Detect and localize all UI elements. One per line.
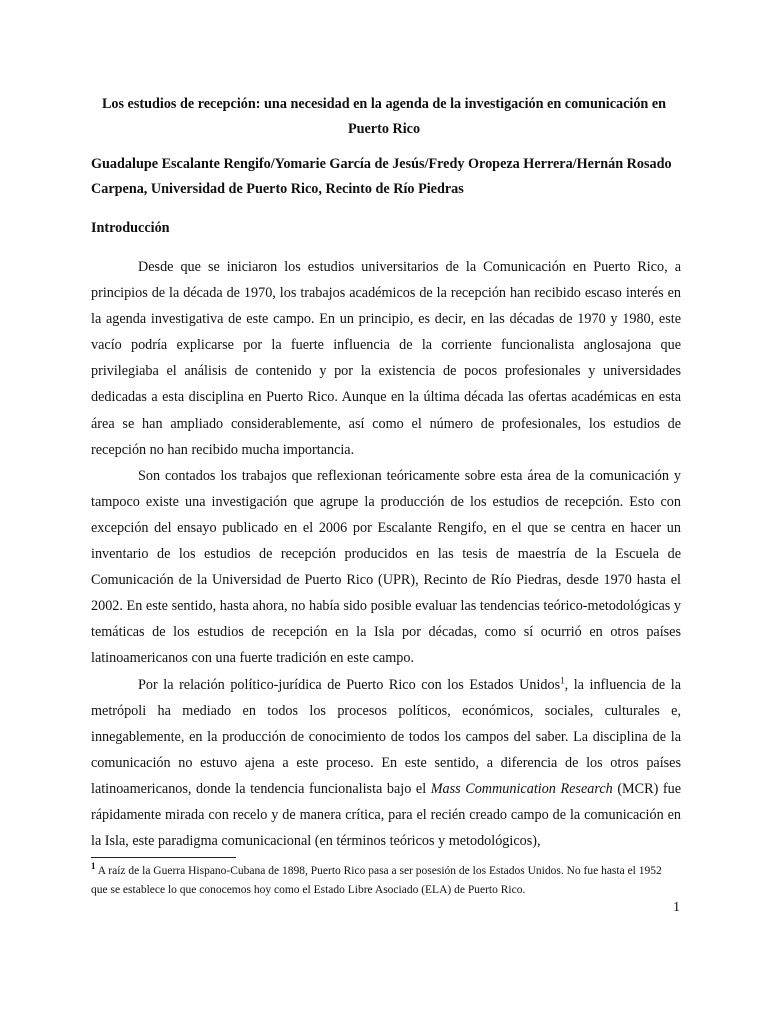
italic-term: Mass Communication Research (430, 780, 613, 797)
footnote-text: A raíz de la Guerra Hispano-Cubana de 1898, Puerto Rico pasa a ser posesión de los Estados Unidos. No fue hasta el 1952 que se establece lo que conocemos hoy como el Estado Libre Asociado (ELA) de Puerto Rico. (91, 865, 662, 896)
paragraph-3 (91, 672, 681, 855)
paragraph-3-text-a: Por la relación político-jurídica de Puerto Rico con los Estados Unidos (138, 676, 561, 693)
body-text (91, 254, 681, 854)
footnote (91, 862, 681, 900)
paragraph-3-text-c: (MCR) fue rápidamente mirada con recelo y de manera crítica, para el recién creado campo de la comunicación en la Isla, este paradigma comunicacional (en términos teóricos y metodológicos), (91, 780, 681, 850)
footnote-divider (91, 857, 236, 858)
footnote-mark: 1 (91, 861, 96, 872)
author-list: Guadalupe Escalante Rengifo/Yomarie García de Jesús/Fredy Oropeza Herrera/Hernán Rosado Carpena, Universidad de Puerto Rico, Recinto de Río Piedras (91, 156, 672, 197)
section-heading: Introducción (91, 220, 170, 236)
paragraph-2: Son contados los trabajos que reflexionan teóricamente sobre esta área de la comunicación y tampoco existe una investigación que agrupe la producción de los estudios de recepción. Esto con excepción del ensayo publicado en el 2006 por Escalante Rengifo, en el que se centra en hacer un inventario de los estudios de recepción producidos en las tesis de maestría de la Escuela de Comunicación de la Universidad de Puerto Rico (UPR), Recinto de Río Piedras, desde 1970 hasta el 2002. En este sentido, hasta ahora, no había sido posible evaluar las tendencias teórico-metodológicas y temáticas de los estudios de recepción en la Isla por décadas, como sí ocurrió en otros países latinoamericanos con una fuerte tradición en este campo. (91, 467, 681, 667)
page-number: 1 (673, 900, 680, 915)
paragraph-3-text-b: , la influencia de la metrópoli ha mediado en todos los procesos políticos, económicos, sociales, culturales e, innegablemente, en la producción de conocimiento de todos los campos del saber. La disciplina de la comunicación no estuvo ajena a este proceso. En este sentido, a diferencia de los otros países latinoamericanos, donde la tendencia funcionalista bajo el (91, 676, 681, 797)
footnote-reference[interactable]: 1 (560, 674, 565, 685)
paper-title: Los estudios de recepción: una necesidad en la agenda de la investigación en comunicación en Puerto Rico (101, 96, 667, 137)
paragraph-1: Desde que se iniciaron los estudios universitarios de la Comunicación en Puerto Rico, a principios de la década de 1970, los trabajos académicos de la recepción han recibido escaso interés en la agenda investigativa de este campo. En un principio, es decir, en las décadas de 1970 y 1980, este vacío podría explicarse por la fuerte influencia de la corriente funcionalista anglosajona que privilegiaba el análisis de contenido y por la existencia de pocos profesionales y universidades dedicadas a esta disciplina en Puerto Rico. Aunque en la última década las ofertas académicas en esta área se han ampliado considerablemente, así como el número de profesionales, los estudios de recepción no han recibido mucha importancia. (91, 259, 681, 458)
